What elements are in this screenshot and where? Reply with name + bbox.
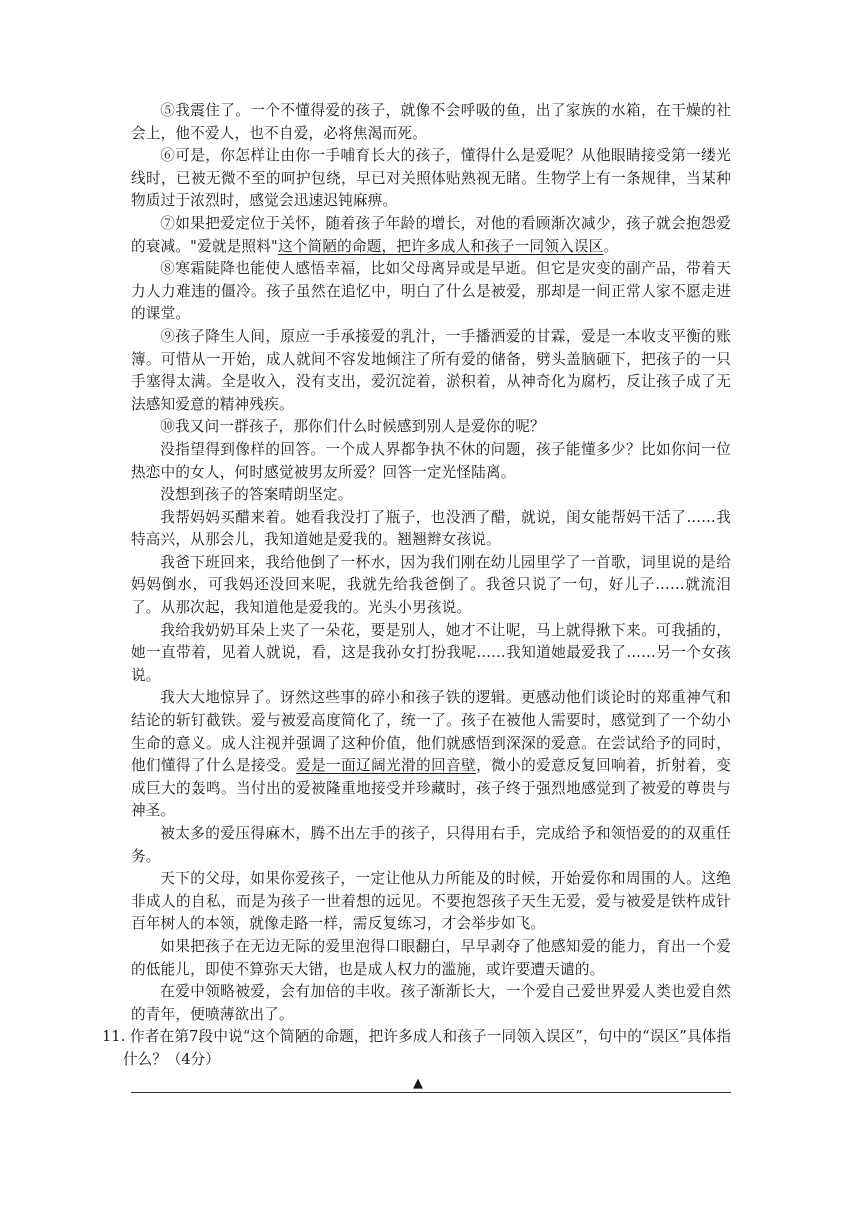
underlined-echo-wall: 爱是一面辽阔光滑的回音壁 — [296, 757, 477, 775]
paragraph-7-end: 。 — [603, 237, 619, 255]
paragraph-answer-firm: 没想到孩子的答案晴朗坚定。 — [160, 486, 353, 504]
underlined-proposition: 这个简陋的命题，把许多成人和孩子一同领入误区 — [277, 237, 604, 255]
paragraph-water-boy: 我爸下班回来，我给他倒了一杯水，因为我们刚在幼儿园里学了一首歌，词里说的是给妈妈倒水，可我妈还没回来呢，我就先给我爸倒了。我爸只说了一句，好儿子……就流泪了。从那次起，我知道他是爱我的。光头小男孩说。 — [131, 553, 731, 617]
paragraph-harvest: 在爱中领略被爱，会有加倍的丰收。孩子渐渐长大，一个爱自己爱世界爱人类也爱自然的青年，便喷薄欲出了。 — [131, 983, 731, 1023]
paragraph-surprise — [131, 687, 731, 823]
paragraph-surprise-end: ，微小的爱意反复回响着，折射着，变成巨大的轰鸣。当付出的爱被隆重地接受并珍藏时，孩子终于强烈地感觉到了被爱的尊贵与神圣。 — [131, 757, 731, 820]
paragraph-parents: 天下的父母，如果你爱孩子，一定让他从力所能及的时候，开始爱你和周围的人。这绝非成人的自私，而是为孩子一世着想的远见。不要抱怨孩子天生无爱，爱与被爱是铁杵成针百年树人的本领，就像走路一样，需反复练习，才会举步如飞。 — [131, 870, 731, 933]
paragraph-flower-girl: 我给我奶奶耳朵上夹了一朵花，要是别人，她才不让呢，马上就得揪下来。可我插的，她一直带着，见着人就说，看，这是我孙女打扮我呢……我知道她最爱我了……另一个女孩说。 — [131, 621, 731, 684]
paragraph-8: ⑧寒霜陡降也能使人感悟幸福，比如父母离异或是早逝。但它是灾变的副产品，带着天力人力难违的僵冷。孩子虽然在追忆中，明白了什么是被爱，那却是一间正常人家不愿走进的课堂。 — [131, 260, 731, 323]
paragraph-vinegar-girl: 我帮妈妈买醋来着。她看我没打了瓶子，也没洒了醋，就说，闺女能帮妈干活了……我特高兴，从那会儿，我知道她是爱我的。翘翘辫女孩说。 — [131, 508, 731, 549]
paragraph-7 — [131, 213, 731, 258]
paragraph-9: ⑨孩子降生人间，原应一手承接爱的乳汁，一手播洒爱的甘霖，爱是一本收支平衡的账簿。可惜从一开始，成人就间不容发地倾注了所有爱的储备，劈头盖脑砸下，把孩子的一只手塞得太满。全是收入，没有支出，爱沉淀着，淤积着，从神奇化为腐朽，反让孩子成了无法感知爱意的精神残疾。 — [131, 327, 731, 413]
paragraph-10: ⑩我又问一群孩子，那你们什么时候感到别人是爱你的呢？ — [160, 418, 545, 436]
paragraph-surprise-text: 我大大地惊异了。讶然这些事的碎小和孩子铁的逻辑。更感动他们谈论时的郑重神气和结论的斩钉截铁。爱与被爱高度简化了，统一了。孩子在被他人需要时，感觉到了一个幼小生命的意义。成人注视并强调了这种价值，他们就感悟到深深的爱意。在尝试给予的同时，他们懂得了什么是接受。 — [131, 689, 731, 775]
paragraph-7-text: ⑦如果把爱定位于关怀，随着孩子年龄的增长，对他的看顾渐次减少，孩子就会抱怨爱的衰减。"爱就是照料" — [131, 214, 731, 255]
paragraph-5: ⑤我震住了。一个不懂得爱的孩子，就像不会呼吸的鱼，出了家族的水箱，在干燥的社会上，他不爱人，也不自爱，必将焦渴而死。 — [131, 102, 731, 142]
paragraph-no-expectation: 没指望得到像样的回答。一个成人界都争执不休的问题，孩子能懂多少？比如你问一位热恋中的女人，何时感觉被男友所爱？回答一定光怪陆离。 — [131, 440, 731, 481]
answer-line — [131, 1092, 731, 1093]
paragraph-6: ⑥可是，你怎样让由你一手哺育长大的孩子，懂得什么是爱呢？从他眼睛接受第一缕光线时，已被无微不至的呵护包绕，早已对关照体贴熟视无睹。生物学上有一条规律，当某种物质过于浓烈时，感觉会迅速迟钝麻痹。 — [131, 147, 731, 210]
question-11: 11. 作者在第7段中说“这个简陋的命题，把许多成人和孩子一同领入误区”，句中的“误区”具体指什么？（4分） — [102, 1028, 731, 1068]
reading-passage — [102, 100, 731, 1096]
answer-triangle-marker: ▲ — [413, 1075, 423, 1091]
paragraph-numb: 被太多的爱压得麻木，腾不出左手的孩子，只得用右手，完成给予和领悟爱的的双重任务。 — [131, 825, 731, 865]
paragraph-incapable: 如果把孩子在无边无际的爱里泡得口眼翻白，早早剥夺了他感知爱的能力，育出一个爱的低能儿，即使不算弥天大错，也是成人权力的滥施，或许要遭天谴的。 — [131, 937, 731, 978]
